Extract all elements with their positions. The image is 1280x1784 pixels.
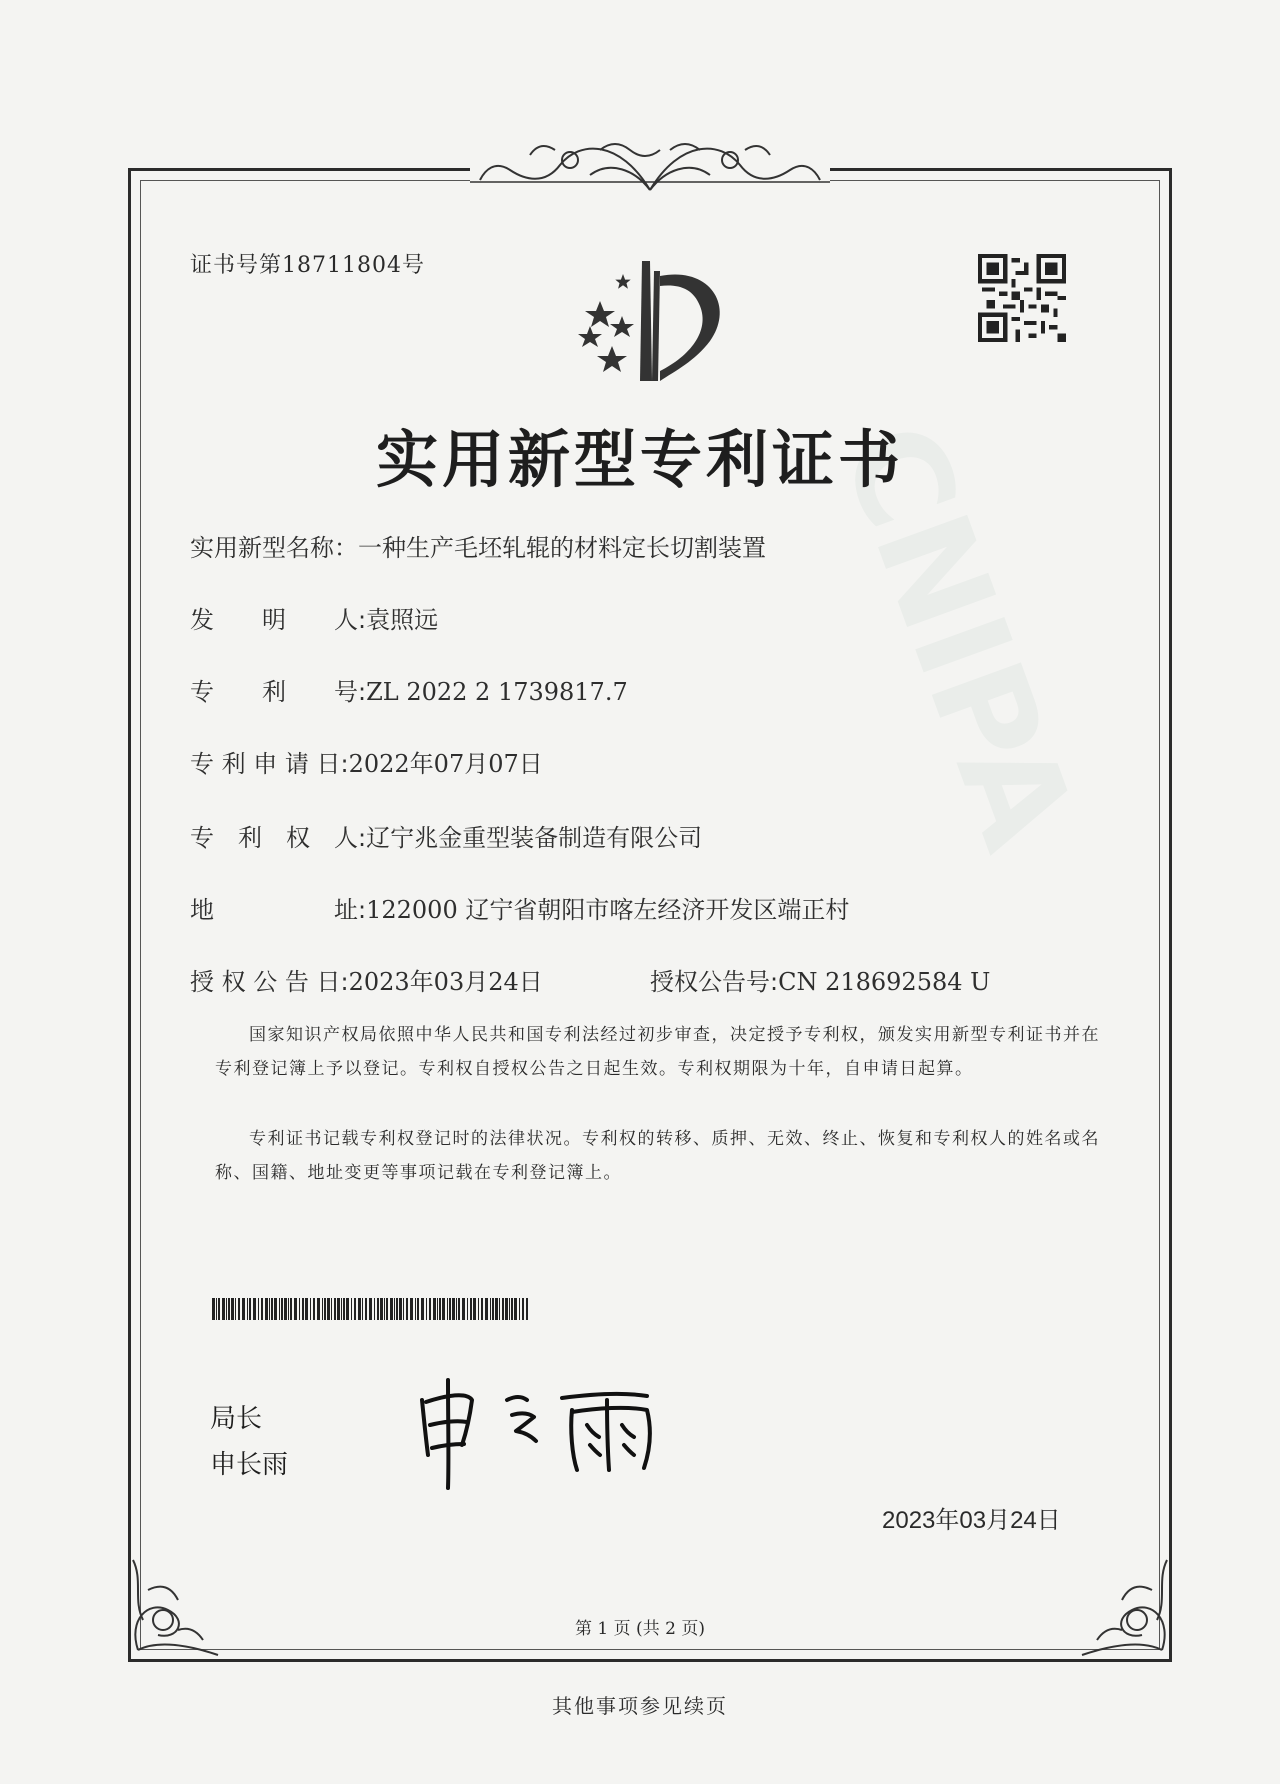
inventor-label: 发 明 人: (190, 606, 367, 634)
application-date-label: 专 利 申 请 日: (190, 750, 349, 778)
cnipa-emblem-icon (560, 246, 740, 386)
address-row (190, 890, 849, 925)
patent-holder-row (190, 818, 702, 853)
inventor-value: 袁照远 (366, 606, 439, 634)
patent-number-value: ZL 2022 2 1739817.7 (366, 678, 628, 706)
grant-date-value: 2023年03月24日 (348, 968, 543, 996)
application-date-value: 2022年07月07日 (348, 750, 543, 778)
director-signature (412, 1370, 682, 1490)
utility-model-name-label: 实用新型名称： (190, 534, 358, 562)
top-ornament-icon (470, 130, 830, 200)
certificate-number: 证书号第18711804号 (190, 253, 425, 278)
watermark: CNIPA (812, 404, 1105, 868)
grant-number-value: CN 218692584 U (778, 968, 991, 996)
address-value: 122000 辽宁省朝阳市喀左经济开发区端正村 (366, 896, 850, 924)
notice-paragraph-1: 国家知识产权局依照中华人民共和国专利法经过初步审查，决定授予专利权，颁发实用新型专利证书并在专利登记簿上予以登记。专利权自授权公告之日起生效。专利权期限为十年，自申请日起算。 (215, 1025, 1100, 1079)
grant-number-row (650, 962, 990, 997)
notice-paragraph-2: 专利证书记载专利权登记时的法律状况。专利权的转移、质押、无效、终止、恢复和专利权人的姓名或名称、国籍、地址变更等事项记载在专利登记簿上。 (215, 1129, 1100, 1183)
grant-date-row (190, 962, 543, 997)
footer-note: 其他事项参见续页 (552, 1694, 728, 1718)
inventor-row (190, 600, 438, 635)
certificate-title: 实用新型专利证书 (375, 423, 904, 496)
corner-ornament-left-icon (118, 1520, 238, 1660)
qr-code-icon (978, 254, 1066, 342)
patent-number-row (190, 672, 628, 707)
director-title: 局长 (210, 1404, 263, 1434)
patent-number-label: 专 利 号: (190, 678, 367, 706)
patent-holder-label: 专 利 权 人: (190, 824, 367, 852)
grant-date-label: 授 权 公 告 日: (190, 968, 349, 996)
director-name: 申长雨 (210, 1450, 289, 1480)
address-label: 地 址: (190, 896, 367, 924)
utility-model-name-value: 一种生产毛坯轧辊的材料定长切割装置 (358, 534, 766, 562)
grant-number-label: 授权公告号: (650, 968, 779, 996)
application-date-row (190, 744, 543, 779)
corner-ornament-right-icon (1062, 1520, 1182, 1660)
patent-holder-value: 辽宁兆金重型装备制造有限公司 (366, 824, 703, 852)
barcode-icon (212, 1298, 528, 1320)
page-indicator: 第 1 页 (共 2 页) (575, 1619, 705, 1639)
issue-date: 2023年03月24日 (882, 1507, 1061, 1534)
utility-model-name-row (190, 528, 766, 563)
